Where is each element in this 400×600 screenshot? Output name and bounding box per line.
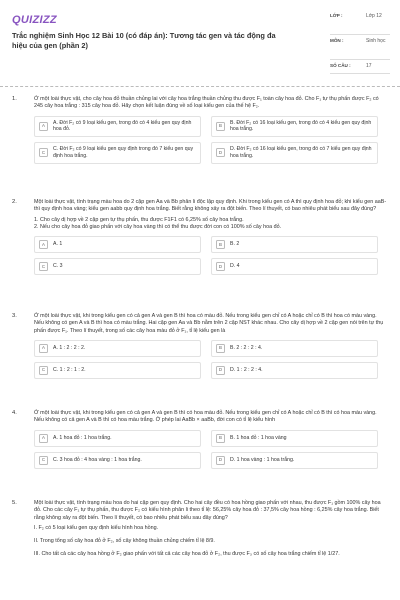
question-paragraph: Ở một loài thực vật, khi trong kiểu gen có cả gen A và gen B thì có hoa màu đỏ. Nếu trong kiểu gen chỉ có A hoặc chỉ có B thì có hoa màu vàng. Nếu không có cả gen A và B thì có hoa màu trắng. Ở phép lai AaBb × aaBb, đời con có tỉ lệ kiểu hình: [34, 410, 377, 424]
statement-list: [34, 525, 388, 559]
subject-label: MÔN :: [330, 38, 344, 43]
option-c[interactable]: [34, 452, 201, 469]
question-number: 2.: [12, 199, 17, 205]
option-letter: C: [39, 366, 48, 375]
worksheet-header: [12, 10, 388, 82]
option-letter: B: [216, 240, 225, 249]
quizizz-logo: QUIZIZZ: [12, 14, 57, 26]
option-a[interactable]: [34, 340, 201, 357]
option-letter: B: [216, 122, 225, 131]
option-text: A. 1: [53, 241, 63, 248]
option-text: D. 1 hoa vàng : 1 hoa trắng.: [230, 456, 295, 463]
option-letter: A: [39, 240, 48, 249]
option-b[interactable]: [211, 340, 378, 357]
question-text: [34, 96, 388, 111]
option-text: C. 3: [53, 263, 63, 270]
question-paragraph: 2. Nếu cho cây hoa đỏ giao phấn với cây hoa vàng thì có thể thu được đời con có 100% số cây hoa đỏ.: [34, 223, 282, 230]
option-letter: C: [39, 456, 48, 465]
question-paragraph: Ở một loài thực vật, khi trong kiểu gen có cả gen A và gen B thì hoa có màu đỏ. Nếu trong kiểu gen chỉ có A hoặc chỉ có B thì hoa có màu vàng. Nếu không có gen A và B thì hoa có màu trắng. Hai cặp gen Aa và Bb nằm trên 2 cặp NST khác nhau. Cho cây dị hợp về 2 cặp gen nói trên tự thụ phấn được F₁. Theo lí thuyết, trong số các cây hoa màu đỏ ở F₁, tỉ lệ kiểu gen là: [34, 313, 384, 334]
option-c[interactable]: [34, 142, 201, 164]
statement: I. F₂ có 5 loại kiểu gen quy định kiểu hình hoa hồng.: [34, 524, 159, 531]
option-text: B. 2 : 2 : 2 : 4.: [230, 345, 263, 352]
option-letter: D: [216, 148, 225, 157]
class-value: Lớp 12: [366, 13, 382, 19]
option-c[interactable]: [34, 362, 201, 379]
header-divider: [0, 86, 400, 87]
option-text: B. 2: [230, 241, 240, 248]
option-d[interactable]: [211, 452, 378, 469]
question-5: [12, 500, 388, 565]
question-paragraph: Một loài thực vật, tính trạng màu hoa do 2 cặp gen Aa và Bb phân li độc lập quy định. Khi trong kiểu gen có A thì quy định hoa đỏ; khi kiểu gen aaB- thì quy định hoa vàng; kiểu gen aabb quy định hoa trắng. Biết rằng không xảy ra đột biến. Theo lí thuyết, có bao nhiêu phát biểu sau đây đúng?: [34, 199, 387, 213]
question-number: 1.: [12, 96, 17, 102]
question-number: 3.: [12, 313, 17, 319]
question-number: 4.: [12, 410, 17, 416]
question-2: [12, 199, 388, 275]
option-letter: A: [39, 434, 48, 443]
option-letter: B: [216, 434, 225, 443]
option-letter: A: [39, 344, 48, 353]
question-text: [34, 199, 388, 231]
question-text: [34, 410, 388, 425]
option-letter: D: [216, 262, 225, 271]
options-grid: [34, 430, 378, 469]
option-text: D. 4: [230, 263, 240, 270]
option-d[interactable]: [211, 258, 378, 275]
option-letter: D: [216, 366, 225, 375]
subject-value: Sinh học: [366, 38, 386, 44]
option-text: C. Đời F₂ có 9 loại kiểu gen quy định trong đó 7 kiểu gen quy định hoa trắng.: [53, 146, 194, 159]
count-value: 17: [366, 63, 372, 69]
question-paragraph: Một loài thực vật, tính trạng màu hoa do hai cặp gen quy định. Cho hai cây đều có hoa hồng giao phấn với nhau, thu được F₁ gồm 100% cây hoa đỏ. Cho các cây F₁ tự thụ phấn, thu được F₂ có kiểu hình phân li theo tỉ lệ: 56,25% cây hoa đỏ : 37,5% cây hoa hồng : 6,25% cây hoa trắng. Biết rằng không xảy ra đột biến. Theo lí thuyết, có bao nhiêu phát biểu sau đây đúng?: [34, 500, 381, 521]
question-4: [12, 410, 388, 469]
option-letter: B: [216, 344, 225, 353]
option-b[interactable]: [211, 116, 378, 138]
question-text: [34, 500, 388, 522]
option-b[interactable]: [211, 236, 378, 253]
question-number: 5.: [12, 500, 17, 506]
page-title: Trắc nghiệm Sinh Học 12 Bài 10 (có đáp án): Tương tác gen và tác động đa hiệu của gen (phần 2): [12, 31, 276, 50]
question-3: [12, 313, 388, 379]
option-a[interactable]: [34, 430, 201, 447]
option-text: B. Đời F₂ có 16 loại kiểu gen, trong đó có 4 kiểu gen quy định hoa trắng.: [230, 119, 372, 133]
option-b[interactable]: [211, 430, 378, 447]
option-c[interactable]: [34, 258, 201, 275]
option-a[interactable]: [34, 236, 201, 253]
subject-row: [330, 35, 390, 60]
option-text: C. 3 hoa đỏ : 4 hoa vàng : 1 hoa trắng.: [53, 456, 142, 463]
info-box: [330, 10, 390, 74]
option-text: D. Đời F₂ có 16 loại kiểu gen, trong đó có 7 kiểu gen quy định hoa trắng.: [230, 146, 372, 159]
question-text: [34, 313, 388, 335]
statement: III. Cho tất cả các cây hoa hồng ở F₂ giao phấn với tất cả các cây hoa đỏ ở F₂, thu được F₃ có số cây hoa trắng chiếm tỉ lệ 1/27.: [34, 551, 340, 558]
options-grid: [34, 236, 378, 275]
option-text: C. 1 : 2 : 1 : 2.: [53, 367, 86, 374]
option-text: B. 1 hoa đỏ : 1 hoa vàng: [230, 434, 287, 441]
option-letter: C: [39, 262, 48, 271]
statement: II. Trong tổng số cây hoa đỏ ở F₂, số cây không thuần chủng chiếm tỉ lệ 8/9.: [34, 538, 215, 545]
question-1: [12, 96, 388, 164]
option-text: D. 1 : 2 : 2 : 4.: [230, 367, 263, 374]
option-letter: A: [39, 122, 48, 131]
option-text: A. 1 hoa đỏ : 1 hoa trắng.: [53, 434, 112, 441]
option-d[interactable]: [211, 362, 378, 379]
count-row: [330, 60, 390, 74]
count-label: SỐ CÂU :: [330, 63, 351, 68]
option-d[interactable]: [211, 142, 378, 164]
option-text: A. 1 : 2 : 2 : 2.: [53, 345, 86, 352]
class-label: LỚP :: [330, 13, 343, 18]
class-row: [330, 10, 390, 35]
question-paragraph: 1. Cho cây dị hợp về 2 cặp gen tự thụ phấn, thu được F1F1 có 6,25% số cây hoa trắng.: [34, 216, 244, 223]
question-paragraph: Ở một loài thực vật, cho cây hoa đỏ thuần chủng lai với cây hoa trắng thuần chủng thu được F₁ toàn cây hoa đỏ. Cho F₁ tự thụ phấn được F₂ có 245 cây hoa trắng : 315 cây hoa đỏ. Hãy chọn kết luận đúng về số loại kiểu gen của thế hệ F₂.: [34, 96, 379, 110]
options-grid: [34, 340, 378, 379]
option-text: A. Đời F₂ có 9 loại kiểu gen, trong đó có 4 kiểu gen quy định hoa đỏ.: [53, 119, 192, 133]
option-letter: C: [39, 148, 48, 157]
options-grid: [34, 116, 378, 164]
option-letter: D: [216, 456, 225, 465]
option-a[interactable]: [34, 116, 201, 138]
